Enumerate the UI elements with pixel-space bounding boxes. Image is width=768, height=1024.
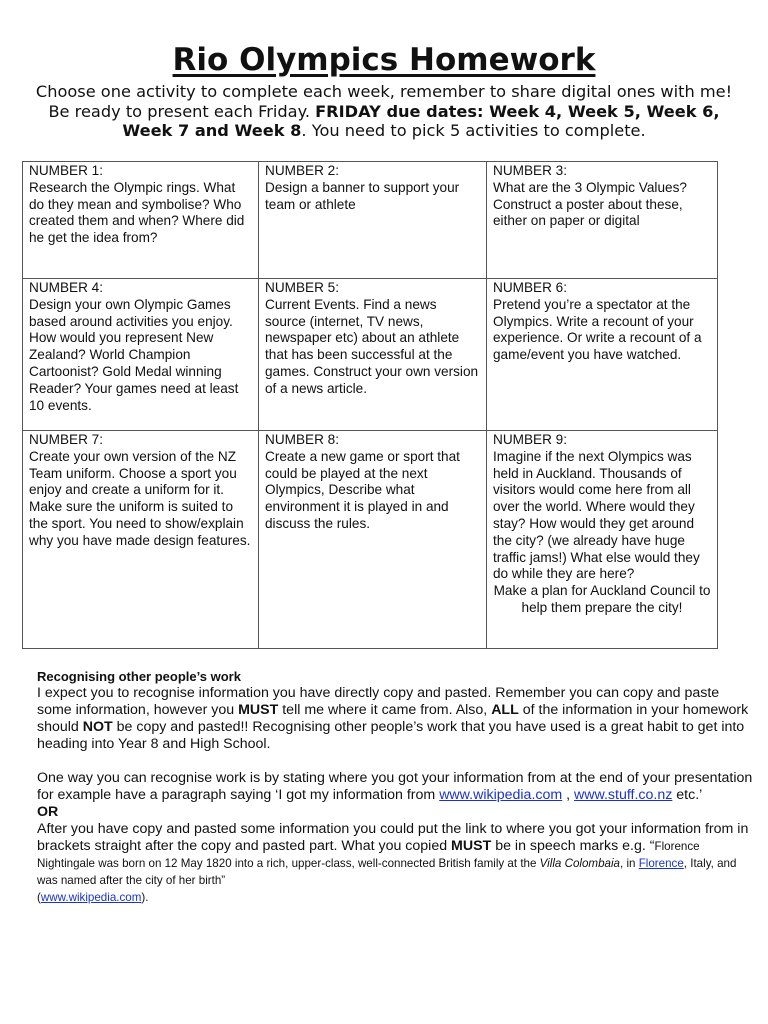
activity-description: Create a new game or sport that could be played at the next Olympics, Describe what environment it is played in and discuss the rules.	[265, 448, 460, 531]
intro-text: Choose one activity to complete each week, remember to share digital ones with me! Be ready to present each Friday.	[35, 82, 733, 121]
activity-description: Pretend you’re a spectator at the Olympics. Write a recount of your experience. Or write a recount of a game/event you have watched.	[493, 296, 702, 363]
activity-cell-2	[259, 162, 487, 279]
activity-description-extra: Make a plan for Auckland Council to help them prepare the city!	[493, 583, 711, 615]
link-florence[interactable]: Florence	[638, 857, 684, 870]
quote-text: , in	[620, 857, 639, 870]
activity-cell-7	[23, 431, 259, 649]
paragraph-text: One way you can recognise work is by stating where you got your information from at the end of your presentation for example have a paragraph saying ‘I got my information from	[37, 770, 753, 803]
emphasis-must: MUST	[451, 838, 492, 854]
quote-italic: Villa Colombaia	[539, 857, 620, 870]
paragraph-expectations	[37, 685, 757, 753]
paragraph-text: be in speech marks e.g. “	[491, 838, 655, 854]
activity-table	[22, 161, 718, 649]
activity-description: Imagine if the next Olympics was held in Auckland. Thousands of visitors would come here from all over the world. Where would they stay? How would they get around the city? (we already have huge traffic jams!) What else would they do while they are here?	[493, 448, 700, 582]
activity-number: NUMBER 7:	[29, 432, 104, 447]
paragraph-gap	[37, 753, 757, 770]
activity-description: What are the 3 Olympic Values? Construct a poster about these, either on paper or digital	[493, 179, 687, 229]
quote-text: , Italy, and was named after the city of her birth”	[37, 857, 737, 887]
emphasis-must: MUST	[238, 702, 279, 718]
activity-number: NUMBER 8:	[265, 432, 340, 447]
activity-cell-3	[487, 162, 718, 279]
paragraph-text: tell me where it came from. Also,	[278, 702, 492, 718]
activity-number: NUMBER 3:	[493, 163, 568, 178]
link-wikipedia[interactable]: www.wikipedia.com	[439, 787, 563, 803]
intro-due-dates: FRIDAY due dates: Week 4, Week 5, Week 6, Week 7 and Week 8	[122, 101, 720, 140]
link-stuff[interactable]: www.stuff.co.nz	[574, 787, 673, 803]
activity-cell-8	[259, 431, 487, 649]
activity-description: Current Events. Find a news source (internet, TV news, newspaper etc) about an athlete that has been successful at the games. Construct your own version of a news article.	[265, 296, 479, 396]
activity-cell-5	[259, 279, 487, 431]
activity-number: NUMBER 1:	[29, 163, 104, 178]
paragraph-text: ,	[562, 787, 575, 803]
activity-cell-1	[23, 162, 259, 279]
paragraph-brackets	[37, 821, 757, 906]
activity-description-extra: How would you represent New Zealand? World Champion Cartoonist? Gold Medal winning Reader? Your games need at least 10 events.	[29, 330, 239, 413]
activity-number: NUMBER 4:	[29, 280, 104, 295]
page-title: Rio Olympics Homework	[172, 42, 596, 78]
activity-cell-6	[487, 279, 718, 431]
activity-number: NUMBER 5:	[265, 280, 340, 295]
section-heading: Recognising other people’s work	[37, 669, 241, 684]
table-row	[23, 279, 718, 431]
activity-cell-4	[23, 279, 259, 431]
activity-description: Create your own version of the NZ Team uniform. Choose a sport you enjoy and create a uniform for it. Make sure the uniform is suited to the sport. You need to show/explain why you have made design features.	[29, 448, 251, 548]
paragraph-text: I expect you to recognise information you have directly copy and pasted. Remember you can copy and paste some information, however you	[37, 685, 720, 718]
activity-cell-9	[487, 431, 718, 649]
quote-text: Florence Nightingale was born on 12 May 1820 into a rich, upper-class, well-connected British family at the	[37, 840, 700, 870]
paragraph-text: etc.’	[672, 787, 703, 803]
paragraph-one-way	[37, 770, 757, 804]
emphasis-all: ALL	[491, 702, 519, 718]
activity-description: Design your own Olympic Games based around activities you enjoy.	[29, 296, 233, 329]
activity-number: NUMBER 6:	[493, 280, 568, 295]
quote-text: (	[37, 891, 41, 904]
paragraph-text: be copy and pasted!! Recognising other people’s work that you have used is a great habit to get into heading into Year 8 and High School.	[37, 719, 745, 752]
quote-text: ).	[141, 891, 149, 904]
link-wikipedia-source[interactable]: www.wikipedia.com	[40, 891, 142, 904]
activity-number: NUMBER 2:	[265, 163, 340, 178]
paragraph-text: After you have copy and pasted some information you could put the link to where you got your information from in brackets straight after the copy and pasted part. What you copied	[37, 821, 749, 854]
or-text: OR	[37, 804, 59, 820]
table-row	[23, 162, 718, 279]
paragraph-text: of the information in your homework should	[37, 702, 749, 735]
table-row	[23, 431, 718, 649]
intro-paragraph	[28, 82, 740, 141]
or-label	[37, 804, 757, 821]
emphasis-not: NOT	[82, 719, 113, 735]
activity-number: NUMBER 9:	[493, 432, 568, 447]
recognising-work-section	[37, 668, 757, 906]
intro-text-end: . You need to pick 5 activities to complete.	[301, 121, 646, 140]
activity-description: Design a banner to support your team or athlete	[265, 179, 460, 212]
activity-description: Research the Olympic rings. What do they mean and symbolise? Who created them and when? Where did he get the idea from?	[29, 179, 245, 246]
